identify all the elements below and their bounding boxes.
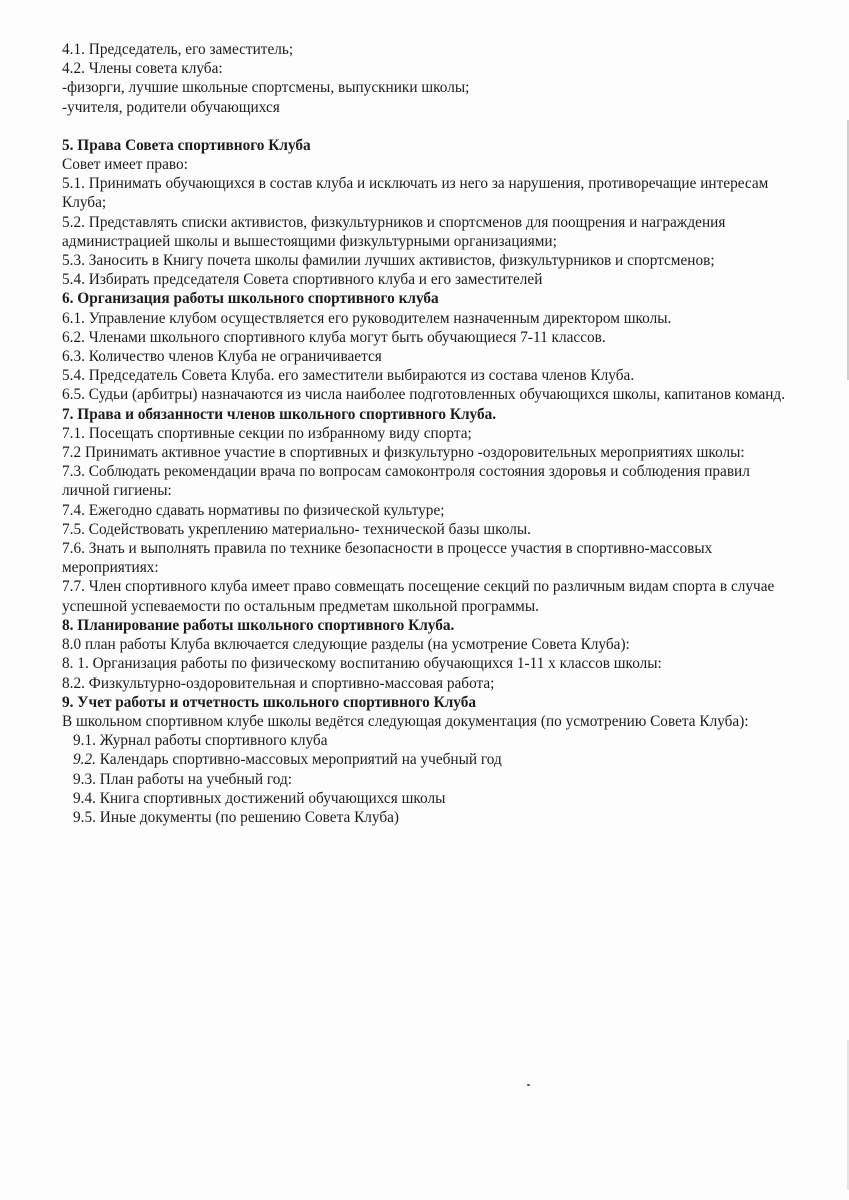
paragraph: 4.1. Председатель, его заместитель; [62,41,294,58]
paragraph: 4.2. Члены совета клуба: [62,60,223,78]
paragraph: 6.2. Членами школьного спортивного клуба могут быть обучающиеся 7-11 классов. [62,328,606,346]
paragraph: 7.2 Принимать активное участие в спортивных и физкультурно -оздоровительных мероприятиях школы: [62,444,745,462]
paragraph: В школьном спортивном клубе школы ведётся следующая документация (по усмотрению Совета Клуба): [62,712,749,730]
paragraph: 7.4. Ежегодно сдавать нормативы по физической культуре; [62,501,445,519]
paragraph: 7.3. Соблюдать рекомендации врача по вопросам самоконтроля состояния здоровья и соблюдения правил личной гигиены: [62,463,750,500]
paragraph: 7.6. Знать и выполнять правила по технике безопасности в процессе участия в спортивно-массовых мероприятиях: [62,540,713,577]
paragraph: 7.5. Содействовать укреплению материально- технической базы школы. [62,520,531,538]
document-body [62,40,792,827]
paragraph: 6.5. Судьи (арбитры) назначаются из числа наиболее подготовленных обучающихся школы, капитанов команд. [62,386,786,404]
paragraph: 5.4. Председатель Совета Клуба. его заместители выбираются из состава членов Клуба. [62,367,635,385]
paragraph: 7.7. Член спортивного клуба имеет право совмещать посещение секций по различным видам спорта в случае успешной успеваемости по остальным предметам школьной программы. [62,578,775,615]
paragraph: -учителя, родители обучающихся [62,98,280,116]
paragraph: 8. 1. Организация работы по физическому воспитанию обучающихся 1-11 х классов школы: [62,655,662,673]
paragraph: 7.1. Посещать спортивные секции по избранному виду спорта; [62,424,472,442]
paragraph: 8.0 план работы Клуба включается следующие разделы (на усмотрение Совета Клуба): [62,636,630,654]
paragraph: 6.3. Количество членов Клуба не ограничивается [62,348,382,366]
paragraph: 5.1. Принимать обучающихся в состав клуба и исключать из него за нарушения, противоречащие интересам Клуба; [62,175,769,212]
scan-speck [527,1084,530,1086]
section-heading: 9. Учет работы и отчетность школьного спортивного Клуба [62,693,477,711]
list-item: 9.3. План работы на учебный год: [73,770,293,788]
paragraph-gap [62,117,792,136]
section-heading: 5. Права Совета спортивного Клуба [62,136,311,154]
paragraph: 6.1. Управление клубом осуществляется его руководителем назначенным директором школы. [62,309,672,327]
section-heading: 6. Организация работы школьного спортивного клуба [62,290,439,308]
paragraph: -физорги, лучшие школьные спортсмены, выпускники школы; [62,79,470,97]
paragraph: Совет имеет право: [62,156,188,174]
item-text: Календарь спортивно-массовых мероприятий на учебный год [95,751,502,769]
paragraph: 8.2. Физкультурно-оздоровительная и спортивно-массовая работа; [62,674,495,692]
list-item [62,750,792,769]
section-heading: 7. Права и обязанности членов школьного спортивного Клуба. [62,405,497,423]
item-number: 9.2. [73,751,96,769]
list-item: 9.4. Книга спортивных достижений обучающихся школы [73,789,446,807]
section-heading: 8. Планирование работы школьного спортивного Клуба. [62,616,455,634]
paragraph: 5.3. Заносить в Книгу почета школы фамилии лучших активистов, физкультурников и спортсменов; [62,252,715,270]
list-item: 9.1. Журнал работы спортивного клуба [73,732,328,750]
list-item: 9.5. Иные документы (по решению Совета Клуба) [73,808,400,826]
paragraph: 5.4. Избирать председателя Совета спортивного клуба и его заместителей [62,271,543,289]
paragraph: 5.2. Представлять списки активистов, физкультурников и спортсменов для поощрения и награждения администрацией школы и вышестоящими физкультурными организациями; [62,213,726,250]
